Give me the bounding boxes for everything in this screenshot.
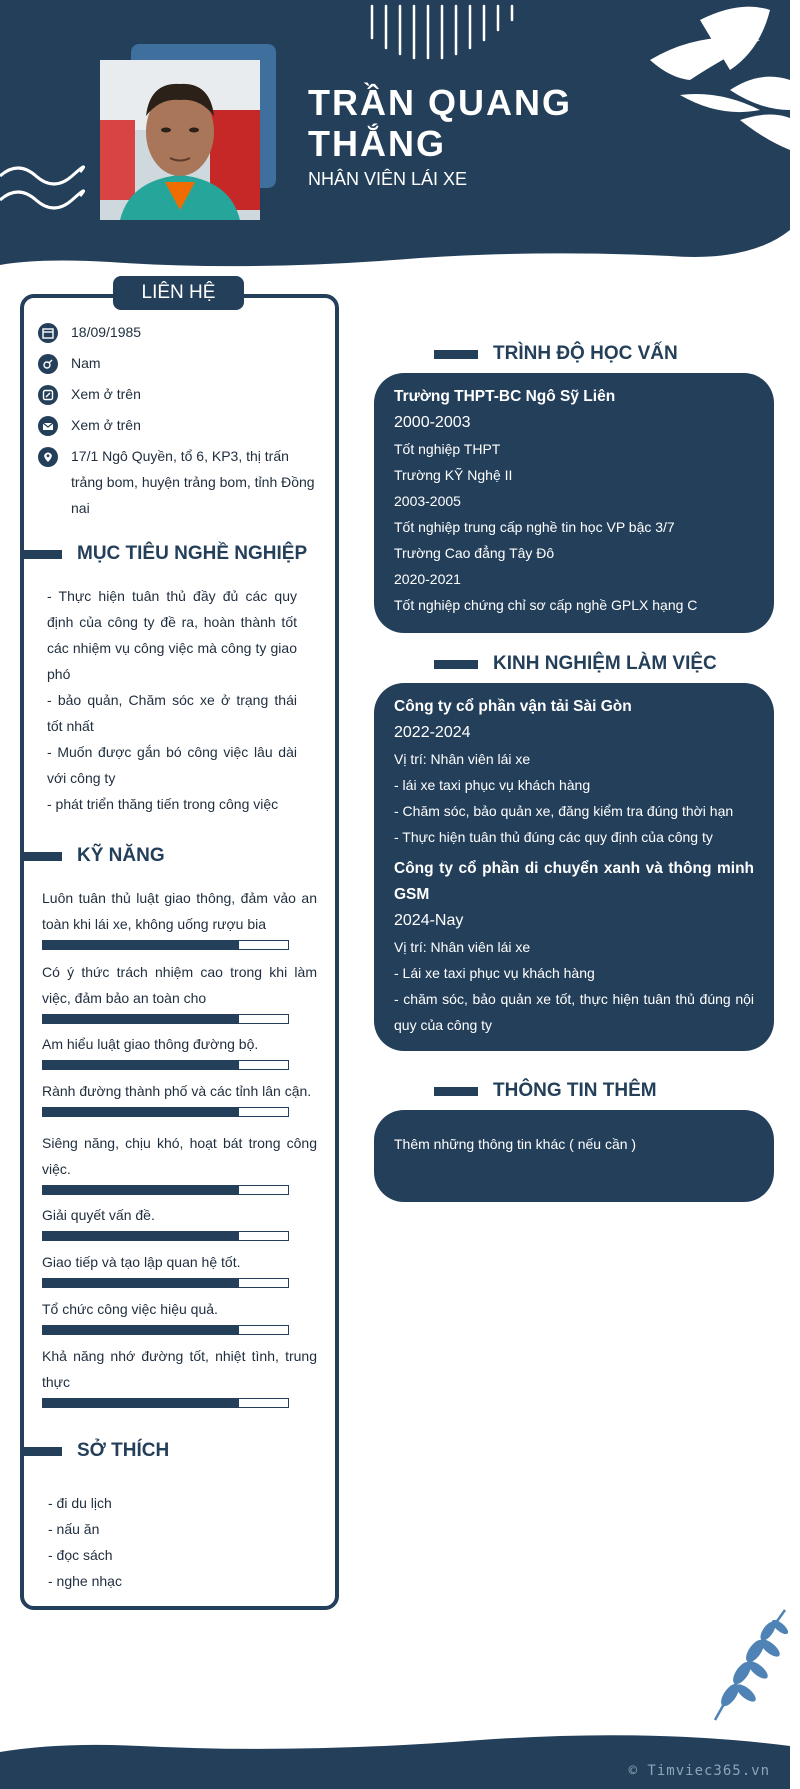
skill-text: Am hiểu luật giao thông đường bộ.	[42, 1036, 259, 1052]
hobby-item: - nấu ăn	[48, 1521, 100, 1537]
contact-text: Nam	[71, 355, 101, 371]
skill-level-fill	[43, 1326, 239, 1334]
hobby-item: - nghe nhạc	[48, 1573, 122, 1589]
skills-heading: KỸ NĂNG	[20, 845, 165, 867]
hobby-item: - đọc sách	[48, 1547, 113, 1563]
leaf-branch-decoration	[700, 1605, 790, 1725]
skill-item	[42, 1078, 317, 1117]
skill-item	[42, 1249, 317, 1288]
skill-item	[42, 1031, 317, 1070]
job-line: - chăm sóc, bảo quản xe tốt, thực hiện tuân thủ đúng nội quy của công ty	[394, 991, 754, 1033]
skill-level-fill	[43, 1232, 239, 1240]
skill-level-bar	[42, 1014, 289, 1024]
education-line: Tốt nghiệp THPT	[394, 441, 501, 457]
job-entry	[394, 856, 754, 1038]
watermark-text: © Timviec365.vn	[628, 1763, 770, 1779]
contact-text: 17/1 Ngô Quyền, tổ 6, KP3, thị trấn trảng bom, huyện trảng bom, tỉnh Đồng nai	[71, 448, 315, 516]
skill-level-bar	[42, 1107, 289, 1117]
education-line: Tốt nghiệp trung cấp nghề tin học VP bậc 3/7	[394, 519, 675, 535]
education-line: 2020-2021	[394, 571, 461, 587]
career-goal-line: - Thực hiện tuân thủ đầy đủ các quy định của công ty đề ra, hoàn thành tốt các nhiệm vụ công việc mà công ty giao phó	[47, 588, 297, 682]
education-heading: TRÌNH ĐỘ HỌC VẤN	[434, 343, 678, 365]
career-goal-line: - Muốn được gắn bó công việc lâu dài với công ty	[47, 744, 297, 786]
extra-info-heading: THÔNG TIN THÊM	[434, 1080, 657, 1102]
skill-item	[42, 1130, 317, 1195]
contact-heading: LIÊN HỆ	[113, 276, 244, 310]
name-line-1: TRẦN QUANG	[308, 82, 572, 123]
phone-icon	[38, 385, 58, 405]
skill-level-fill	[43, 1015, 239, 1023]
skill-level-bar	[42, 1398, 289, 1408]
skill-item	[42, 1202, 317, 1241]
header-banner	[0, 0, 790, 275]
school-name: Trường THPT-BC Ngô Sỹ Liên	[394, 388, 616, 405]
contact-email	[38, 416, 318, 438]
location-icon	[38, 447, 58, 467]
contact-text: Xem ở trên	[71, 386, 141, 402]
career-goal-line: - bảo quản, Chăm sóc xe ở trạng thái tốt nhất	[47, 692, 297, 734]
job-line: - Thực hiện tuân thủ đúng các quy định của công ty	[394, 829, 713, 845]
skill-level-fill	[43, 1186, 239, 1194]
skill-text: Tổ chức công việc hiệu quả.	[42, 1301, 218, 1317]
job-line: - Chăm sóc, bảo quản xe, đăng kiểm tra đúng thời hạn	[394, 803, 734, 819]
extra-info-card	[374, 1110, 774, 1202]
candidate-name	[308, 82, 748, 164]
skill-item	[42, 959, 317, 1024]
skill-level-bar	[42, 1278, 289, 1288]
gender-icon	[38, 354, 58, 374]
name-line-2: THẮNG	[308, 123, 446, 164]
job-line: Vị trí: Nhân viên lái xe	[394, 751, 531, 767]
skill-item	[42, 1296, 317, 1335]
career-goal-text	[47, 583, 297, 817]
skill-level-bar	[42, 940, 289, 950]
company-name: Công ty cổ phần di chuyển xanh và thông minh GSM	[394, 860, 754, 903]
experience-heading: KINH NGHIỆM LÀM VIỆC	[434, 653, 717, 675]
skill-level-bar	[42, 1325, 289, 1335]
skill-level-fill	[43, 1279, 239, 1287]
education-line: Tốt nghiệp chứng chỉ sơ cấp nghề GPLX hạng C	[394, 597, 698, 613]
extra-info-text: Thêm những thông tin khác ( nếu cần )	[394, 1136, 637, 1152]
experience-card	[374, 683, 774, 1051]
hobbies-heading: SỞ THÍCH	[20, 1440, 169, 1462]
skill-text: Luôn tuân thủ luật giao thông, đảm vảo an toàn khi lái xe, không uống rượu bia	[42, 890, 317, 932]
skill-text: Rành đường thành phố và các tỉnh lân cận.	[42, 1083, 312, 1099]
job-period: 2024-Nay	[394, 912, 464, 929]
skill-item	[42, 1343, 317, 1408]
skill-level-bar	[42, 1231, 289, 1241]
skill-text: Giao tiếp và tạo lập quan hệ tốt.	[42, 1254, 241, 1270]
job-line: Vị trí: Nhân viên lái xe	[394, 939, 531, 955]
skill-item	[42, 885, 317, 950]
footer-band	[0, 1732, 800, 1789]
contact-text: 18/09/1985	[71, 324, 142, 340]
skill-level-fill	[43, 1399, 239, 1407]
contact-text: Xem ở trên	[71, 417, 141, 433]
skill-text: Siêng năng, chịu khó, hoạt bát trong công việc.	[42, 1135, 317, 1177]
contact-gender	[38, 354, 318, 376]
education-period: 2000-2003	[394, 414, 471, 431]
skill-level-bar	[42, 1185, 289, 1195]
skill-level-fill	[43, 1061, 239, 1069]
contact-address	[38, 447, 318, 521]
job-line: - lái xe taxi phục vụ khách hàng	[394, 777, 591, 793]
hobby-item: - đi du lịch	[48, 1495, 112, 1511]
job-period: 2022-2024	[394, 724, 471, 741]
education-line: 2003-2005	[394, 493, 461, 509]
hobbies-list	[48, 1490, 122, 1594]
career-goal-line: - phát triển thăng tiến trong công việc	[47, 796, 279, 812]
contact-phone	[38, 385, 318, 407]
education-card	[374, 373, 774, 633]
job-line: - Lái xe taxi phục vụ khách hàng	[394, 965, 595, 981]
career-goal-heading: MỤC TIÊU NGHỀ NGHIỆP	[20, 543, 307, 565]
skill-level-fill	[43, 941, 239, 949]
calendar-icon	[38, 323, 58, 343]
skill-text: Khả năng nhớ đường tốt, nhiệt tình, trung thực	[42, 1348, 317, 1390]
email-icon	[38, 416, 58, 436]
job-title: NHÂN VIÊN LÁI XE	[308, 169, 468, 189]
company-name: Công ty cổ phần vận tải Sài Gòn	[394, 698, 632, 715]
skill-level-fill	[43, 1108, 239, 1116]
contact-birthday	[38, 323, 318, 345]
education-line: Trường Cao đẳng Tây Đô	[394, 545, 555, 561]
job-entry	[394, 694, 754, 850]
skill-text: Có ý thức trách nhiệm cao trong khi làm việc, đảm bảo an toàn cho	[42, 964, 317, 1006]
skill-text: Giải quyết vấn đề.	[42, 1207, 155, 1223]
education-line: Trường KỸ Nghệ II	[394, 467, 513, 483]
profile-photo	[100, 60, 260, 220]
skill-level-bar	[42, 1060, 289, 1070]
